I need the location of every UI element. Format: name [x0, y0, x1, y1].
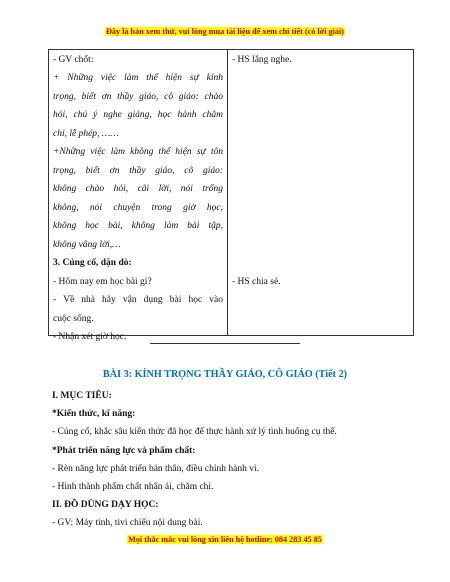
preview-notice-text: Đây là bản xem thử, vui lòng mua tài liệu để xem chi tiết (có lời giải)	[105, 27, 344, 36]
table-line: - HS lắng nghe.	[232, 55, 292, 65]
table-line: hỏi, chú ý nghe giảng, học hành chăm	[53, 110, 223, 120]
table-line: không vâng lời,…	[53, 240, 121, 250]
lesson-activity-table	[48, 49, 414, 342]
table-line: + Những việc làm thể hiện sự kính	[53, 73, 223, 83]
lesson-title: BÀI 3: KÍNH TRỌNG THẦY GIÁO, CÔ GIÁO (Tiết 2)	[102, 369, 348, 380]
table-line: cuộc sống.	[53, 314, 94, 324]
competence-heading: *Phát triển năng lực và phẩm chất:	[52, 446, 196, 456]
table-section-heading: 3. Củng cố, dặn dò:	[53, 258, 132, 268]
materials-item: - GV: Máy tính, tivi chiếu nội dung bài.	[52, 518, 203, 528]
hotline-banner	[0, 535, 450, 544]
knowledge-heading: *Kiến thức, kĩ năng:	[52, 409, 136, 419]
table-line: không học bài, không làm bài tập,	[53, 221, 223, 231]
table-line: - Về nhà hãy vận dụng bài học vào	[53, 295, 223, 305]
hotline-text: Mọi thắc mắc vui lòng xin liên hệ hotline: 084 283 45 85	[128, 535, 322, 544]
table-line: - Nhận xét giờ học.	[53, 332, 127, 342]
table-line: không, nói chuyện trong giờ học,	[53, 203, 223, 213]
objectives-heading: I. MỤC TIÊU:	[52, 391, 112, 401]
table-line: trọng, biết ơn thầy giáo, cô giáo: chào	[53, 92, 223, 102]
materials-heading: II. ĐỒ DÙNG DẠY HỌC:	[52, 500, 159, 510]
table-line: - GV chốt:	[53, 55, 94, 65]
table-line: +Những việc làm không thể hiện sự tôn	[53, 147, 223, 157]
table-line: trọng, biết ơn thầy giáo, cô giáo:	[53, 166, 223, 176]
table-line: không chào hỏi, cãi lời, nói trống	[53, 184, 223, 194]
knowledge-text: - Củng cố, khắc sâu kiến thức đã học để thực hành xử lý tình huống cụ thể.	[52, 427, 337, 437]
student-activity-cell	[228, 50, 414, 336]
table-line: - Hôm nay em học bài gì?	[53, 277, 152, 287]
table-line: chỉ, lễ phép, ……	[53, 129, 119, 139]
table-line: - HS chia sẻ.	[232, 277, 281, 287]
table-row	[49, 50, 414, 336]
preview-notice-banner	[0, 27, 450, 36]
section-divider	[150, 343, 300, 344]
teacher-activity-cell	[49, 50, 228, 342]
competence-item: - Hình thành phẩm chất nhân ái, chăm chỉ.	[52, 482, 214, 492]
competence-item: - Rèn năng lực phát triển bản thân, điều chỉnh hành vi.	[52, 464, 259, 474]
